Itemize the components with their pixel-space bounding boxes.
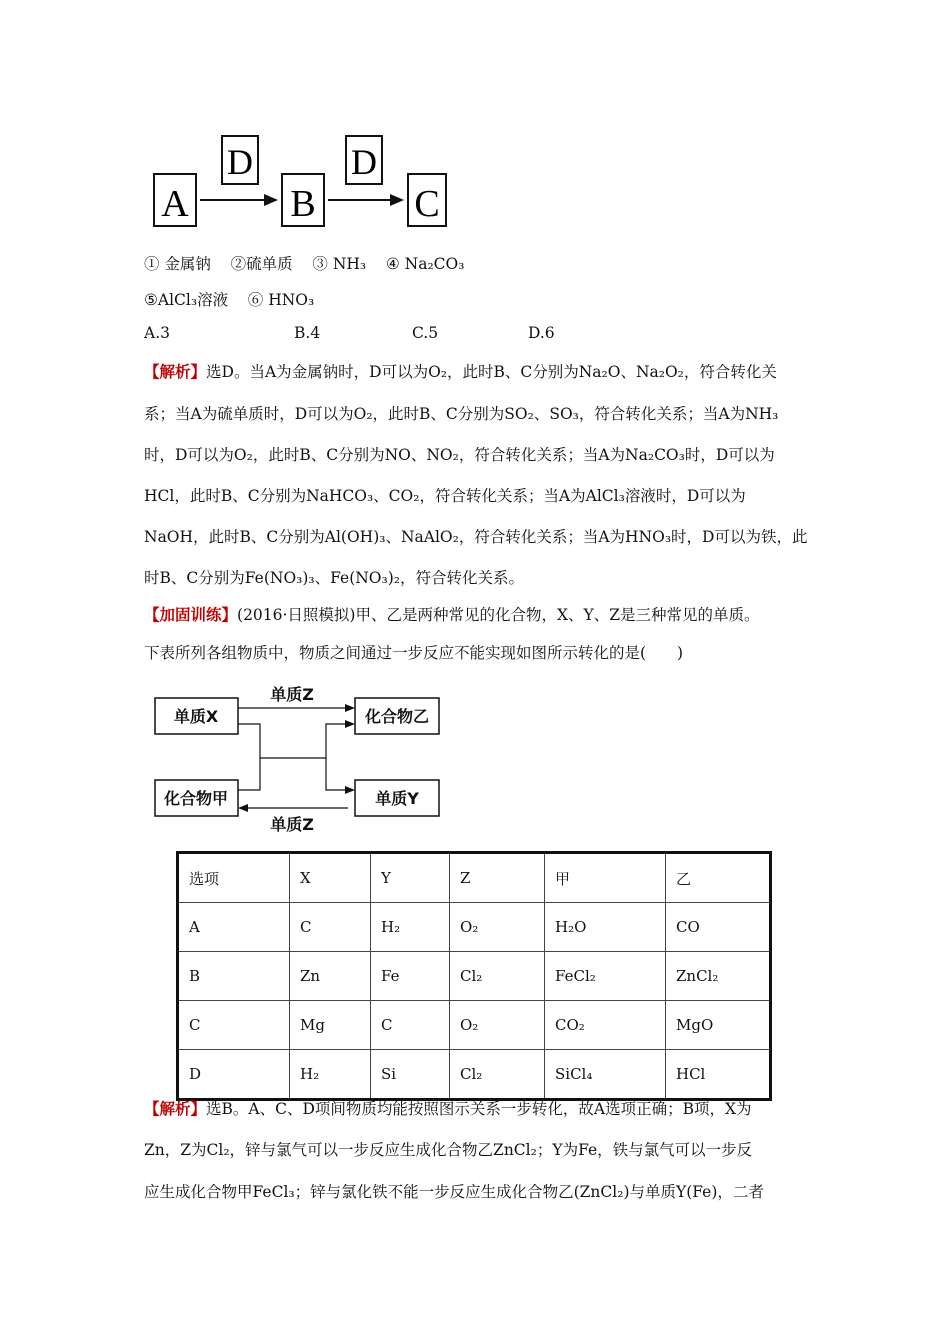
option-3: ③ NH₃ (312, 255, 367, 273)
box-compound-jia-label: 化合物甲 (163, 789, 229, 808)
table-cell: H₂ (290, 1050, 371, 1100)
arrowhead-to-y (345, 786, 355, 794)
box-a-label: A (161, 183, 189, 225)
table-cell: ZnCl₂ (666, 952, 771, 1001)
table-cell: Cl₂ (450, 1050, 545, 1100)
analysis-1-line-2: 系；当A为硫单质时，D可以为O₂，此时B、C分别为SO₂、SO₃，符合转化关系；当A为NH₃ (144, 405, 779, 423)
analysis-tag: 【解析】 (144, 1099, 207, 1118)
table-cell: CO₂ (545, 1001, 666, 1050)
analysis-2-line-1: 【解析】选B。A、C、D项间物质均能按照图示关系一步转化，故A选项正确；B项，X为 (144, 1099, 752, 1118)
analysis-tag: 【解析】 (144, 362, 207, 381)
table-cell: C (290, 903, 371, 952)
arrow-bottom-label: 单质Z (270, 815, 314, 834)
table-cell: CO (666, 903, 771, 952)
box-compound-yi-label: 化合物乙 (364, 707, 430, 726)
analysis-1-line-4: HCl，此时B、C分别为NaHCO₃、CO₂，符合转化关系；当A为AlCl₃溶液时，D可以为 (144, 487, 746, 505)
table-cell: O₂ (450, 1001, 545, 1050)
arrow-top-label: 单质Z (270, 685, 314, 704)
box-element-x-label: 单质X (173, 707, 219, 726)
analysis-2-line-2: Zn，Z为Cl₂，锌与氯气可以一步反应生成化合物乙ZnCl₂；Y为Fe，铁与氯气可以一步反 (144, 1141, 753, 1159)
table-header-row (178, 853, 771, 903)
table-header: X (290, 853, 371, 903)
connector-right (326, 724, 346, 790)
options-line-2 (144, 288, 314, 310)
table-row (178, 952, 771, 1001)
option-5: ⑤AlCl₃溶液 (144, 291, 229, 309)
choice-d: D.6 (528, 324, 555, 342)
arrowhead-to-yi (345, 720, 355, 728)
arrowhead-y-jia (238, 804, 248, 812)
table-cell: O₂ (450, 903, 545, 952)
table-cell: D (178, 1050, 290, 1100)
table-header: 甲 (545, 853, 666, 903)
conversion-diagram-2 (150, 680, 450, 840)
table-cell: MgO (666, 1001, 771, 1050)
box-c-label: C (414, 183, 440, 225)
table-cell: Mg (290, 1001, 371, 1050)
conversion-diagram-1 (150, 132, 460, 232)
table-row (178, 1001, 771, 1050)
options-line-1 (144, 252, 464, 274)
table-row (178, 1050, 771, 1100)
exercise-tag: 【加固训练】 (144, 605, 238, 624)
table-cell: Fe (371, 952, 450, 1001)
table-cell: SiCl₄ (545, 1050, 666, 1100)
table-cell: FeCl₂ (545, 952, 666, 1001)
table-cell: A (178, 903, 290, 952)
analysis-1-line-5: NaOH，此时B、C分别为Al(OH)₃、NaAlO₂，符合转化关系；当A为HNO₃时，D可以为铁，此 (144, 528, 808, 546)
choice-c: C.5 (412, 324, 439, 342)
analysis-2-line-3: 应生成化合物甲FeCl₃；锌与氯化铁不能一步反应生成化合物乙(ZnCl₂)与单质Y(Fe)，二者 (144, 1183, 764, 1201)
table-cell: C (371, 1001, 450, 1050)
choice-b: B.4 (294, 324, 321, 342)
arrowhead-b-c (390, 194, 404, 206)
option-4: ④ Na₂CO₃ (385, 255, 465, 273)
table-cell: HCl (666, 1050, 771, 1100)
box-b-label: B (290, 183, 316, 225)
reagent-d-2: D (351, 142, 377, 182)
table-cell: Cl₂ (450, 952, 545, 1001)
table-cell: H₂ (371, 903, 450, 952)
option-6: ⑥ HNO₃ (247, 291, 315, 309)
table-header: Z (450, 853, 545, 903)
analysis-1-line-6: 时B、C分别为Fe(NO₃)₃、Fe(NO₃)₂，符合转化关系。 (144, 569, 524, 587)
table-row (178, 903, 771, 952)
arrowhead-x-yi (345, 704, 355, 712)
choice-a: A.3 (144, 324, 170, 342)
analysis-1-line-1: 【解析】选D。当A为金属钠时，D可以为O₂，此时B、C分别为Na₂O、Na₂O₂，符合转化关 (144, 362, 777, 381)
option-1: ① 金属钠 (144, 255, 211, 273)
reagent-d-1: D (227, 142, 253, 182)
exercise-line-1: 【加固训练】(2016·日照模拟)甲、乙是两种常见的化合物，X、Y、Z是三种常见的单质。 (144, 605, 760, 624)
table-header: 选项 (178, 853, 290, 903)
arrowhead-a-b (264, 194, 278, 206)
table-header: Y (371, 853, 450, 903)
box-element-y-label: 单质Y (375, 789, 419, 808)
table-cell: Zn (290, 952, 371, 1001)
table-cell: B (178, 952, 290, 1001)
table-cell: H₂O (545, 903, 666, 952)
table-cell: Si (371, 1050, 450, 1100)
table-header: 乙 (666, 853, 771, 903)
table-cell: C (178, 1001, 290, 1050)
exercise-line-2: 下表所列各组物质中，物质之间通过一步反应不能实现如图所示转化的是( ) (144, 644, 684, 662)
analysis-1-line-3: 时，D可以为O₂，此时B、C分别为NO、NO₂，符合转化关系；当A为Na₂CO₃时，D可以为 (144, 446, 775, 464)
option-2: ②硫单质 (230, 255, 293, 273)
connector-left (238, 724, 260, 790)
options-table (176, 851, 772, 1101)
